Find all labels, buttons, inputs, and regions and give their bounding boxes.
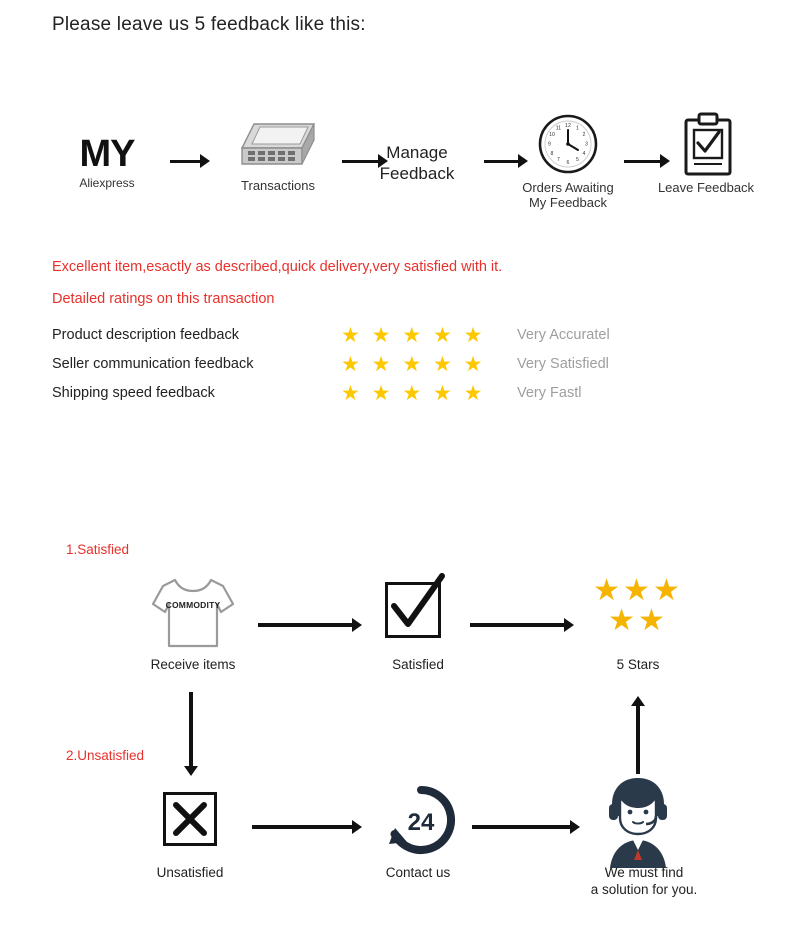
svg-text:11: 11 [555,125,562,132]
orders-awaiting-line2: My Feedback [528,195,608,210]
contact-us-label: Contact us [385,865,451,880]
rating-stars: ★ ★ ★ ★ ★ [341,353,486,376]
pos-terminal-icon [214,112,342,174]
svg-text:8: 8 [550,151,554,157]
svg-text:1: 1 [576,125,579,132]
arrow-up-to-stars [631,696,645,774]
rating-row [52,382,672,409]
bottom-flow-diagram [0,520,800,940]
satisfied-label: Satisfied [392,657,444,672]
top-flow-diagram [52,112,768,224]
receive-items-label: Receive items [150,657,236,672]
svg-text:6: 6 [566,160,570,166]
contact-24h-badge-text: 24 [407,809,435,836]
svg-text:2: 2 [582,132,586,138]
rating-stars: ★ ★ ★ ★ ★ [341,324,486,347]
rating-stars: ★ ★ ★ ★ ★ [341,382,486,405]
solution-line-1: We must find [604,865,684,880]
rating-value: Very Satisfiedl [517,356,609,372]
manage-feedback-line1: Manage [386,143,448,162]
contact-24h-icon [385,784,457,856]
svg-text:9: 9 [548,141,551,148]
svg-text:5: 5 [576,157,579,163]
branch-label-satisfied: 1.Satisfied [66,542,130,557]
rating-row [52,353,672,380]
rating-label: Shipping speed feedback [52,385,215,401]
five-stars-icon [578,576,698,636]
leave-feedback-label: Leave Feedback [657,180,755,195]
clipboard-check-icon [644,112,768,176]
five-stars-label: 5 Stars [616,657,660,672]
review-comment: Excellent item,esactly as described,quick delivery,very satisfied with it. [52,259,503,275]
svg-text:4: 4 [582,151,586,157]
transactions-label: Transactions [241,178,315,193]
solution-label [568,864,720,898]
arrow-contact-to-agent [472,820,580,834]
unsatisfied-label: Unsatisfied [156,865,224,880]
aliexpress-sub-label: Aliexpress [79,176,135,190]
arrow-satisfied-to-stars [470,618,574,632]
commodity-shirt-icon [145,570,241,654]
support-agent-icon [590,772,686,868]
satisfied-check-mark-icon [380,568,456,644]
arrow-unsatisfied-to-contact [252,820,362,834]
branch-label-unsatisfied: 2.Unsatisfied [66,748,145,763]
rating-row [52,324,672,351]
flow-step-manage-feedback [352,142,482,184]
flow-step-transactions [214,112,342,193]
arrow-receive-to-satisfied [258,618,362,632]
stars-row-2: ★★ [608,604,668,637]
rating-value: Very Accuratel [517,327,610,343]
rating-value: Very Fastl [517,385,582,401]
commodity-label: COMMODITY [165,600,221,610]
review-subtitle: Detailed ratings on this transaction [52,291,275,307]
unsatisfied-x-mark-icon [163,792,217,846]
svg-text:3: 3 [585,141,588,148]
arrow-right-1 [170,154,210,168]
stars-row-1: ★★★ [593,574,683,607]
rating-label: Product description feedback [52,327,239,343]
svg-text:10: 10 [549,132,555,138]
orders-awaiting-line1: Orders Awaiting [522,180,614,195]
aliexpress-logo: MY [79,133,135,175]
manage-feedback-line2: Feedback [379,164,455,183]
svg-text:7: 7 [557,157,560,163]
flow-step-leave-feedback [644,112,768,195]
svg-text:12: 12 [565,123,571,129]
solution-line-2: a solution for you. [590,882,698,897]
rating-label: Seller communication feedback [52,356,254,372]
page-title: Please leave us 5 feedback like this: [52,14,366,35]
arrow-down-to-unsatisfied [184,692,198,776]
flow-step-aliexpress [52,134,162,190]
